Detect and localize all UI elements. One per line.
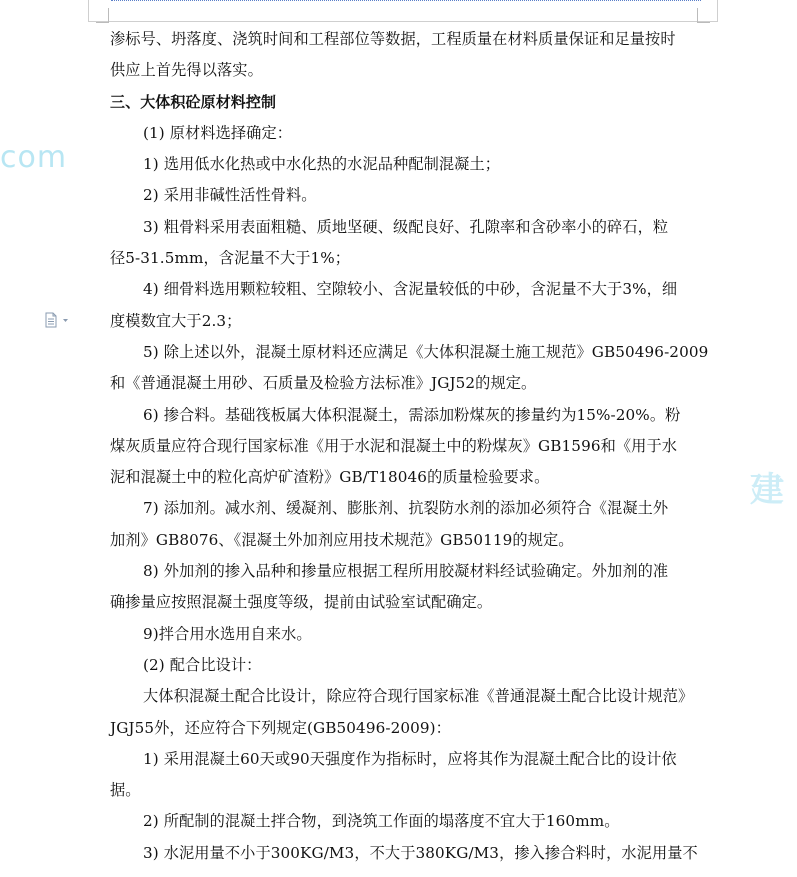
paragraph-line: 3) 水泥用量不小于300KG/M3，不大于380KG/M3，掺入掺合料时，水泥用量不	[143, 843, 698, 862]
paragraph-line: (2) 配合比设计：	[143, 655, 262, 674]
paragraph-line: 4) 细骨料选用颗粒较粗、空隙较小、含泥量较低的中砂，含泥量不大于3%，细	[143, 280, 678, 299]
paragraph-line: 供应上首先得以落实。	[110, 61, 263, 80]
paragraph-line: 和《普通混凝土用砂、石质量及检验方法标准》JGJ52的规定。	[110, 374, 537, 393]
paragraph-line: 据。	[110, 781, 141, 800]
paragraph-line: 度模数宜大于2.3；	[110, 311, 242, 330]
paragraph-line: 确掺量应按照混凝土强度等级，提前由试验室试配确定。	[110, 593, 493, 612]
paragraph-line: 加剂》GB8076、《混凝土外加剂应用技术规范》GB50119的规定。	[110, 530, 574, 549]
paragraph-line: 渗标号、坍落度、浇筑时间和工程部位等数据，工程质量在材料质量保证和足量按时	[110, 30, 676, 48]
paragraph-line: 煤灰质量应符合现行国家标准《用于水泥和混凝土中的粉煤灰》GB1596和《用于水	[110, 436, 678, 455]
document-dropdown-icon[interactable]	[44, 312, 70, 328]
margin-corner-mark-left	[96, 8, 109, 23]
paragraph-line: 泥和混凝土中的粒化高炉矿渣粉》GB/T18046的质量检验要求。	[110, 468, 550, 487]
paragraph-line: 1) 采用混凝土60天或90天强度作为指标时，应将其作为混凝土配合比的设计依	[143, 749, 677, 768]
paragraph-line: (1) 原材料选择确定：	[143, 123, 293, 142]
paragraph-line: 大体积混凝土配合比设计，除应符合现行国家标准《普通混凝土配合比设计规范》	[143, 687, 694, 706]
paragraph-line: JGJ55外，还应符合下列规定(GB50496-2009)：	[110, 718, 451, 737]
paragraph-line: 7) 添加剂。减水剂、缓凝剂、膨胀剂、抗裂防水剂的添加必须符合《混凝土外	[143, 499, 669, 518]
paragraph-line: 径5-31.5mm，含泥量不大于1%；	[110, 249, 351, 268]
section-heading: 三、大体积砼原材料控制	[110, 92, 277, 111]
paragraph-line: 8) 外加剂的掺入品种和掺量应根据工程所用胶凝材料经试验确定。外加剂的准	[143, 562, 669, 581]
watermark-right: 建	[750, 470, 784, 510]
paragraph-line: 9)拌合用水选用自来水。	[143, 624, 312, 643]
chevron-down-icon	[63, 319, 68, 322]
paragraph-line: 5) 除上述以外，混凝土原材料还应满足《大体积混凝土施工规范》GB50496-2009	[143, 342, 709, 361]
paragraph-line: 1) 选用低水化热或中水化热的水泥品种配制混凝土；	[143, 155, 501, 174]
margin-corner-mark-right	[697, 8, 710, 23]
paragraph-line: 6) 掺合料。基础筏板属大体积混凝土，需添加粉煤灰的掺量约为15%-20%。粉	[143, 405, 681, 424]
paragraph-line: 2) 采用非碱性活性骨料。	[143, 186, 317, 205]
document-body	[110, 24, 709, 869]
watermark-left: com	[0, 140, 68, 175]
document-icon	[44, 312, 70, 328]
page-top-link-strip	[111, 0, 701, 4]
paragraph-line: 2) 所配制的混凝土拌合物，到浇筑工作面的塌落度不宜大于160mm。	[143, 812, 620, 831]
page-top-edge	[88, 0, 718, 22]
paragraph-line: 3) 粗骨料采用表面粗糙、质地坚硬、级配良好、孔隙率和含砂率小的碎石，粒	[143, 217, 669, 236]
